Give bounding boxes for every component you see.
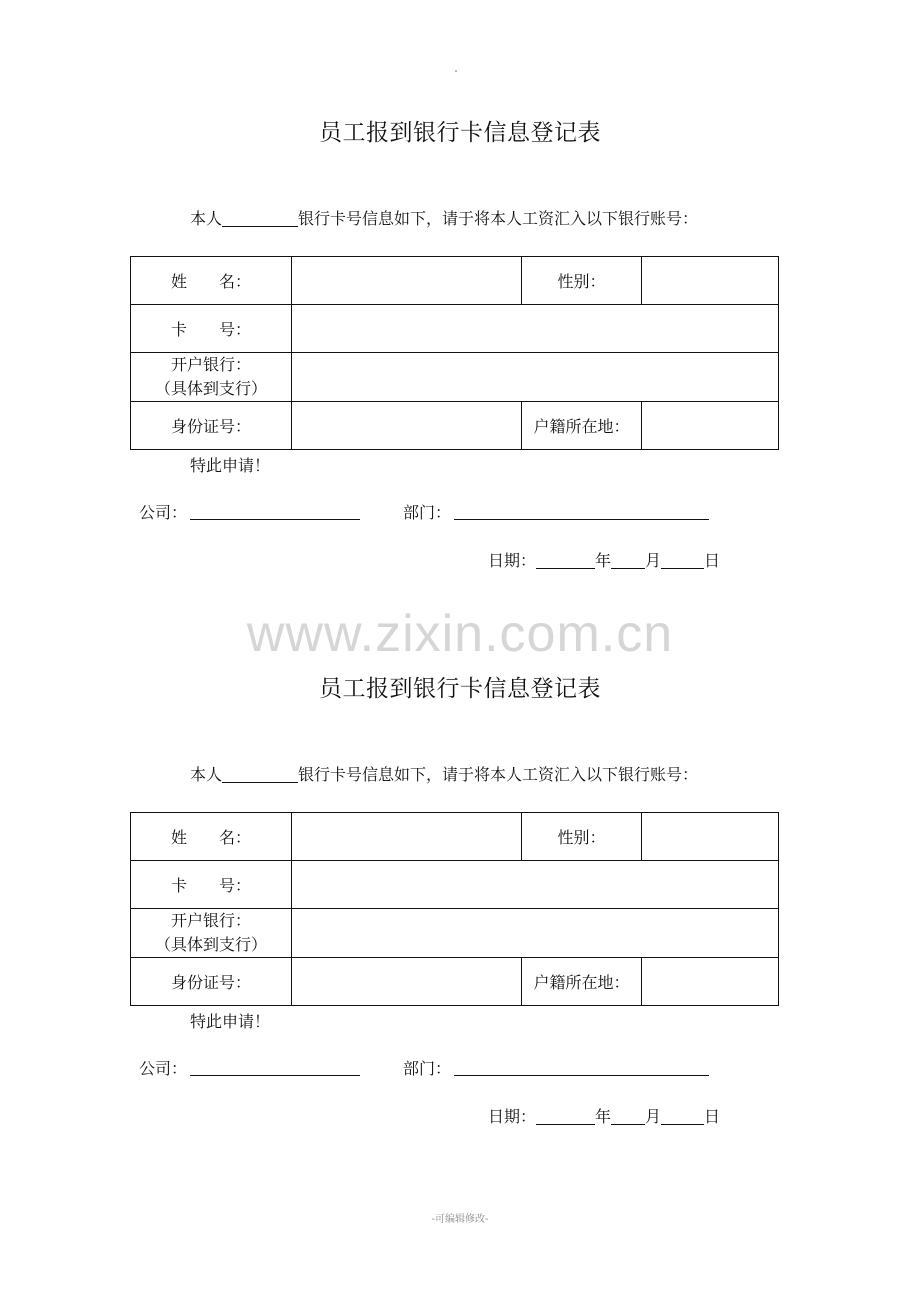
company-label: 公司： [139, 1059, 188, 1078]
name-blank[interactable] [222, 766, 298, 783]
footer-note: -可编辑修改- [431, 1214, 489, 1225]
day-blank[interactable] [661, 552, 704, 569]
form-title: 员工报到银行卡信息登记表 [319, 676, 601, 702]
bank-label-line-2: （具体到支行） [154, 935, 267, 954]
department-blank[interactable] [454, 519, 709, 520]
company-blank[interactable] [190, 519, 360, 520]
table-row-card [131, 861, 779, 909]
department-blank[interactable] [454, 1075, 709, 1076]
gender-value-cell[interactable] [642, 257, 779, 305]
gender-value-cell[interactable] [642, 813, 779, 861]
name-value-cell[interactable] [292, 813, 522, 861]
date-label: 日期： [488, 551, 537, 570]
month-blank[interactable] [611, 552, 645, 569]
bank-label-line-1: 开户银行： [170, 355, 251, 374]
intro-suffix: 银行卡号信息如下，请于将本人工资汇入以下银行账号： [298, 765, 699, 784]
department-label: 部门： [403, 1059, 452, 1078]
table-row-id [131, 402, 779, 450]
day-label: 日 [704, 1107, 721, 1126]
apply-text: 特此申请！ [190, 1012, 271, 1031]
info-table [130, 812, 779, 1006]
company-label: 公司： [139, 503, 188, 522]
bank-label-line-2: （具体到支行） [154, 379, 267, 398]
table-row-name [131, 813, 779, 861]
hukou-value-cell[interactable] [642, 402, 779, 450]
hukou-value-cell[interactable] [642, 958, 779, 1006]
bank-label [131, 353, 292, 402]
gender-label: 性别： [522, 257, 642, 305]
name-value-cell[interactable] [292, 257, 522, 305]
id-number-value-cell[interactable] [292, 402, 522, 450]
id-number-label: 身份证号： [131, 958, 292, 1006]
hukou-label: 户籍所在地： [522, 958, 642, 1006]
registration-form-2 [0, 670, 920, 1140]
card-number-label: 卡 号： [131, 305, 292, 353]
intro-line [190, 762, 698, 785]
month-label: 月 [645, 1107, 662, 1126]
date-label: 日期： [488, 1107, 537, 1126]
form-title: 员工报到银行卡信息登记表 [319, 120, 601, 146]
intro-line [190, 206, 698, 229]
card-number-value-cell[interactable] [292, 861, 779, 909]
day-label: 日 [704, 551, 721, 570]
bank-value-cell[interactable] [292, 909, 779, 958]
apply-text: 特此申请！ [190, 456, 271, 475]
year-label: 年 [595, 1107, 612, 1126]
date-row [488, 548, 720, 571]
name-label: 姓 名： [131, 257, 292, 305]
page-marker-dot [455, 70, 457, 72]
card-number-label: 卡 号： [131, 861, 292, 909]
name-blank[interactable] [222, 210, 298, 227]
hukou-label: 户籍所在地： [522, 402, 642, 450]
month-blank[interactable] [611, 1108, 645, 1125]
company-blank[interactable] [190, 1075, 360, 1076]
intro-prefix: 本人 [190, 765, 223, 784]
date-row [488, 1104, 720, 1127]
year-blank[interactable] [536, 552, 595, 569]
info-table [130, 256, 779, 450]
table-row-card [131, 305, 779, 353]
gender-label: 性别： [522, 813, 642, 861]
intro-suffix: 银行卡号信息如下，请于将本人工资汇入以下银行账号： [298, 209, 699, 228]
table-row-bank [131, 909, 779, 958]
table-row-id [131, 958, 779, 1006]
registration-form-1 [0, 114, 920, 584]
year-label: 年 [595, 551, 612, 570]
table-row-name [131, 257, 779, 305]
intro-prefix: 本人 [190, 209, 223, 228]
day-blank[interactable] [661, 1108, 704, 1125]
year-blank[interactable] [536, 1108, 595, 1125]
id-number-value-cell[interactable] [292, 958, 522, 1006]
month-label: 月 [645, 551, 662, 570]
name-label: 姓 名： [131, 813, 292, 861]
bank-value-cell[interactable] [292, 353, 779, 402]
bank-label-line-1: 开户银行： [170, 911, 251, 930]
card-number-value-cell[interactable] [292, 305, 779, 353]
watermark: www.zixin.com.cn [246, 605, 674, 663]
bank-label [131, 909, 292, 958]
id-number-label: 身份证号： [131, 402, 292, 450]
department-label: 部门： [403, 503, 452, 522]
table-row-bank [131, 353, 779, 402]
